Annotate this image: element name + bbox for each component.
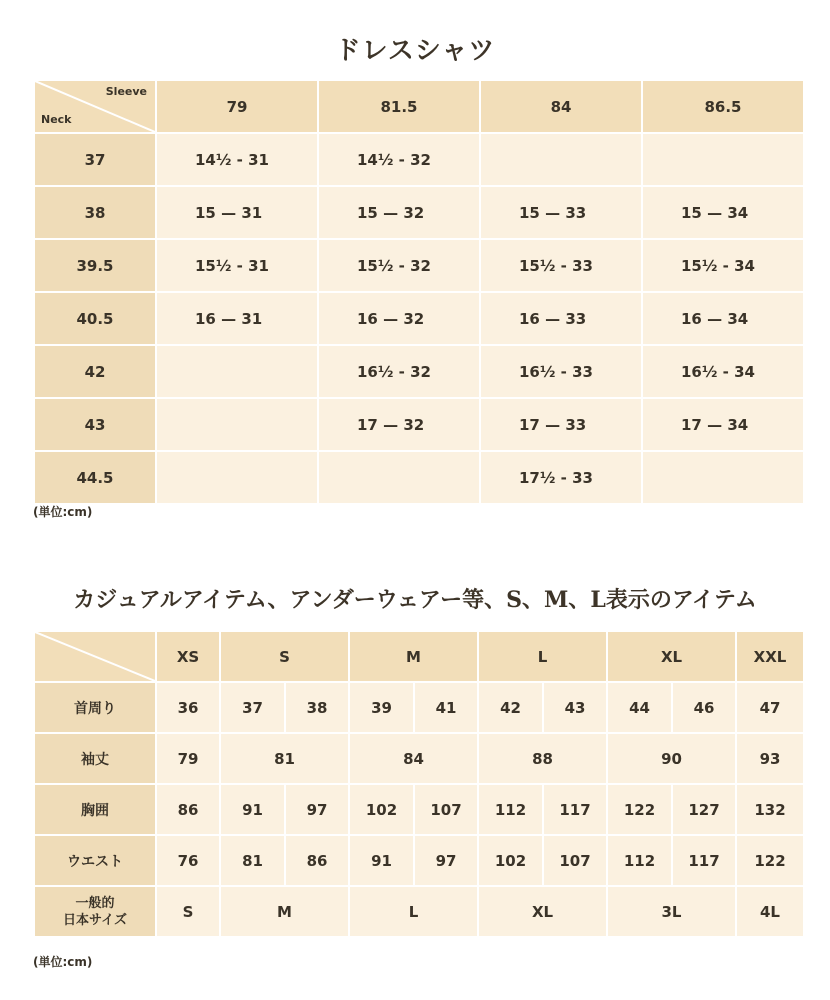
casual-items-title: カジュアルアイテム、アンダーウェアー等、S、M、L表示のアイテム	[73, 587, 757, 613]
value-cell: 81	[220, 733, 349, 784]
value-cell: 91	[220, 784, 285, 835]
table-row	[34, 886, 804, 937]
size-cell: 14½ - 32	[318, 133, 480, 186]
table-row	[34, 292, 804, 345]
unit-note: (単位:cm)	[33, 505, 93, 519]
value-cell: 36	[156, 682, 220, 733]
value-cell: 42	[478, 682, 543, 733]
size-cell: 15 — 32	[318, 186, 480, 239]
size-cell: 16½ - 34	[642, 345, 804, 398]
neck-axis-label: Neck	[41, 113, 72, 126]
corner-cell	[34, 80, 156, 133]
size-cell: 17½ - 33	[480, 451, 642, 504]
value-cell: 91	[349, 835, 414, 886]
corner-cell	[34, 631, 156, 682]
value-cell: M	[220, 886, 349, 937]
value-cell: 37	[220, 682, 285, 733]
value-cell: S	[156, 886, 220, 937]
value-cell: 47	[736, 682, 804, 733]
value-cell: 46	[672, 682, 736, 733]
value-cell: 102	[478, 835, 543, 886]
value-cell: 76	[156, 835, 220, 886]
size-cell: 15 — 33	[480, 186, 642, 239]
casual-size-table	[33, 630, 805, 938]
row-label-japan-size	[34, 886, 156, 937]
size-cell: 16 — 31	[156, 292, 318, 345]
value-cell: 81	[220, 835, 285, 886]
value-cell: 79	[156, 733, 220, 784]
size-cell	[642, 133, 804, 186]
table-row	[34, 398, 804, 451]
neck-size: 39.5	[34, 239, 156, 292]
diagonal-divider	[35, 632, 155, 681]
value-cell: 44	[607, 682, 672, 733]
value-cell: 93	[736, 733, 804, 784]
neck-size: 37	[34, 133, 156, 186]
value-cell: 38	[285, 682, 349, 733]
table-row	[34, 451, 804, 504]
neck-size: 44.5	[34, 451, 156, 504]
value-cell: 122	[736, 835, 804, 886]
table-row	[34, 239, 804, 292]
size-header-l: L	[478, 631, 607, 682]
row-label-waist: ウエスト	[34, 835, 156, 886]
value-cell: 39	[349, 682, 414, 733]
sleeve-header: 79	[156, 80, 318, 133]
size-cell: 15½ - 33	[480, 239, 642, 292]
row-label-sleeve: 袖丈	[34, 733, 156, 784]
value-cell: 107	[414, 784, 478, 835]
size-cell: 15½ - 32	[318, 239, 480, 292]
size-cell: 14½ - 31	[156, 133, 318, 186]
value-cell: 127	[672, 784, 736, 835]
size-cell: 17 — 32	[318, 398, 480, 451]
table-header-row	[34, 80, 804, 133]
size-cell: 15 — 34	[642, 186, 804, 239]
size-cell	[642, 451, 804, 504]
size-header-s: S	[220, 631, 349, 682]
size-cell: 15½ - 31	[156, 239, 318, 292]
size-header-xxl: XXL	[736, 631, 804, 682]
value-cell: 90	[607, 733, 736, 784]
value-cell: 97	[414, 835, 478, 886]
neck-size: 38	[34, 186, 156, 239]
size-cell	[156, 345, 318, 398]
value-cell: 117	[543, 784, 607, 835]
sleeve-header: 81.5	[318, 80, 480, 133]
table-row	[34, 682, 804, 733]
sleeve-header: 84	[480, 80, 642, 133]
sleeve-header: 86.5	[642, 80, 804, 133]
size-cell: 16½ - 32	[318, 345, 480, 398]
value-cell: 4L	[736, 886, 804, 937]
size-cell	[480, 133, 642, 186]
size-cell: 17 — 33	[480, 398, 642, 451]
size-cell: 16½ - 33	[480, 345, 642, 398]
value-cell: 88	[478, 733, 607, 784]
neck-size: 42	[34, 345, 156, 398]
value-cell: 84	[349, 733, 478, 784]
row-label-chest: 胸囲	[34, 784, 156, 835]
sleeve-axis-label: Sleeve	[105, 85, 147, 98]
table-row	[34, 345, 804, 398]
size-cell: 15½ - 34	[642, 239, 804, 292]
size-cell	[156, 398, 318, 451]
table-row	[34, 835, 804, 886]
size-header-xl: XL	[607, 631, 736, 682]
value-cell: 132	[736, 784, 804, 835]
row-label-neck: 首周り	[34, 682, 156, 733]
size-header-xs: XS	[156, 631, 220, 682]
value-cell: 86	[156, 784, 220, 835]
value-cell: 86	[285, 835, 349, 886]
size-cell	[318, 451, 480, 504]
unit-note: (単位:cm)	[33, 955, 93, 969]
dress-shirt-title: ドレスシャツ	[334, 36, 496, 66]
value-cell: 41	[414, 682, 478, 733]
value-cell: 117	[672, 835, 736, 886]
value-cell: 122	[607, 784, 672, 835]
size-cell: 16 — 34	[642, 292, 804, 345]
neck-size: 43	[34, 398, 156, 451]
size-cell: 17 — 34	[642, 398, 804, 451]
size-cell: 16 — 32	[318, 292, 480, 345]
row-label-line: 日本サイズ	[63, 912, 127, 928]
size-header-m: M	[349, 631, 478, 682]
table-row	[34, 733, 804, 784]
value-cell: 107	[543, 835, 607, 886]
value-cell: 43	[543, 682, 607, 733]
dress-shirt-size-table	[33, 79, 805, 505]
value-cell: L	[349, 886, 478, 937]
table-row	[34, 186, 804, 239]
row-label-line: 一般的	[75, 895, 115, 911]
size-cell: 16 — 33	[480, 292, 642, 345]
value-cell: XL	[478, 886, 607, 937]
value-cell: 102	[349, 784, 414, 835]
value-cell: 3L	[607, 886, 736, 937]
table-header-row	[34, 631, 804, 682]
size-cell	[156, 451, 318, 504]
table-row	[34, 784, 804, 835]
neck-size: 40.5	[34, 292, 156, 345]
value-cell: 97	[285, 784, 349, 835]
table-row	[34, 133, 804, 186]
value-cell: 112	[478, 784, 543, 835]
size-cell: 15 — 31	[156, 186, 318, 239]
value-cell: 112	[607, 835, 672, 886]
